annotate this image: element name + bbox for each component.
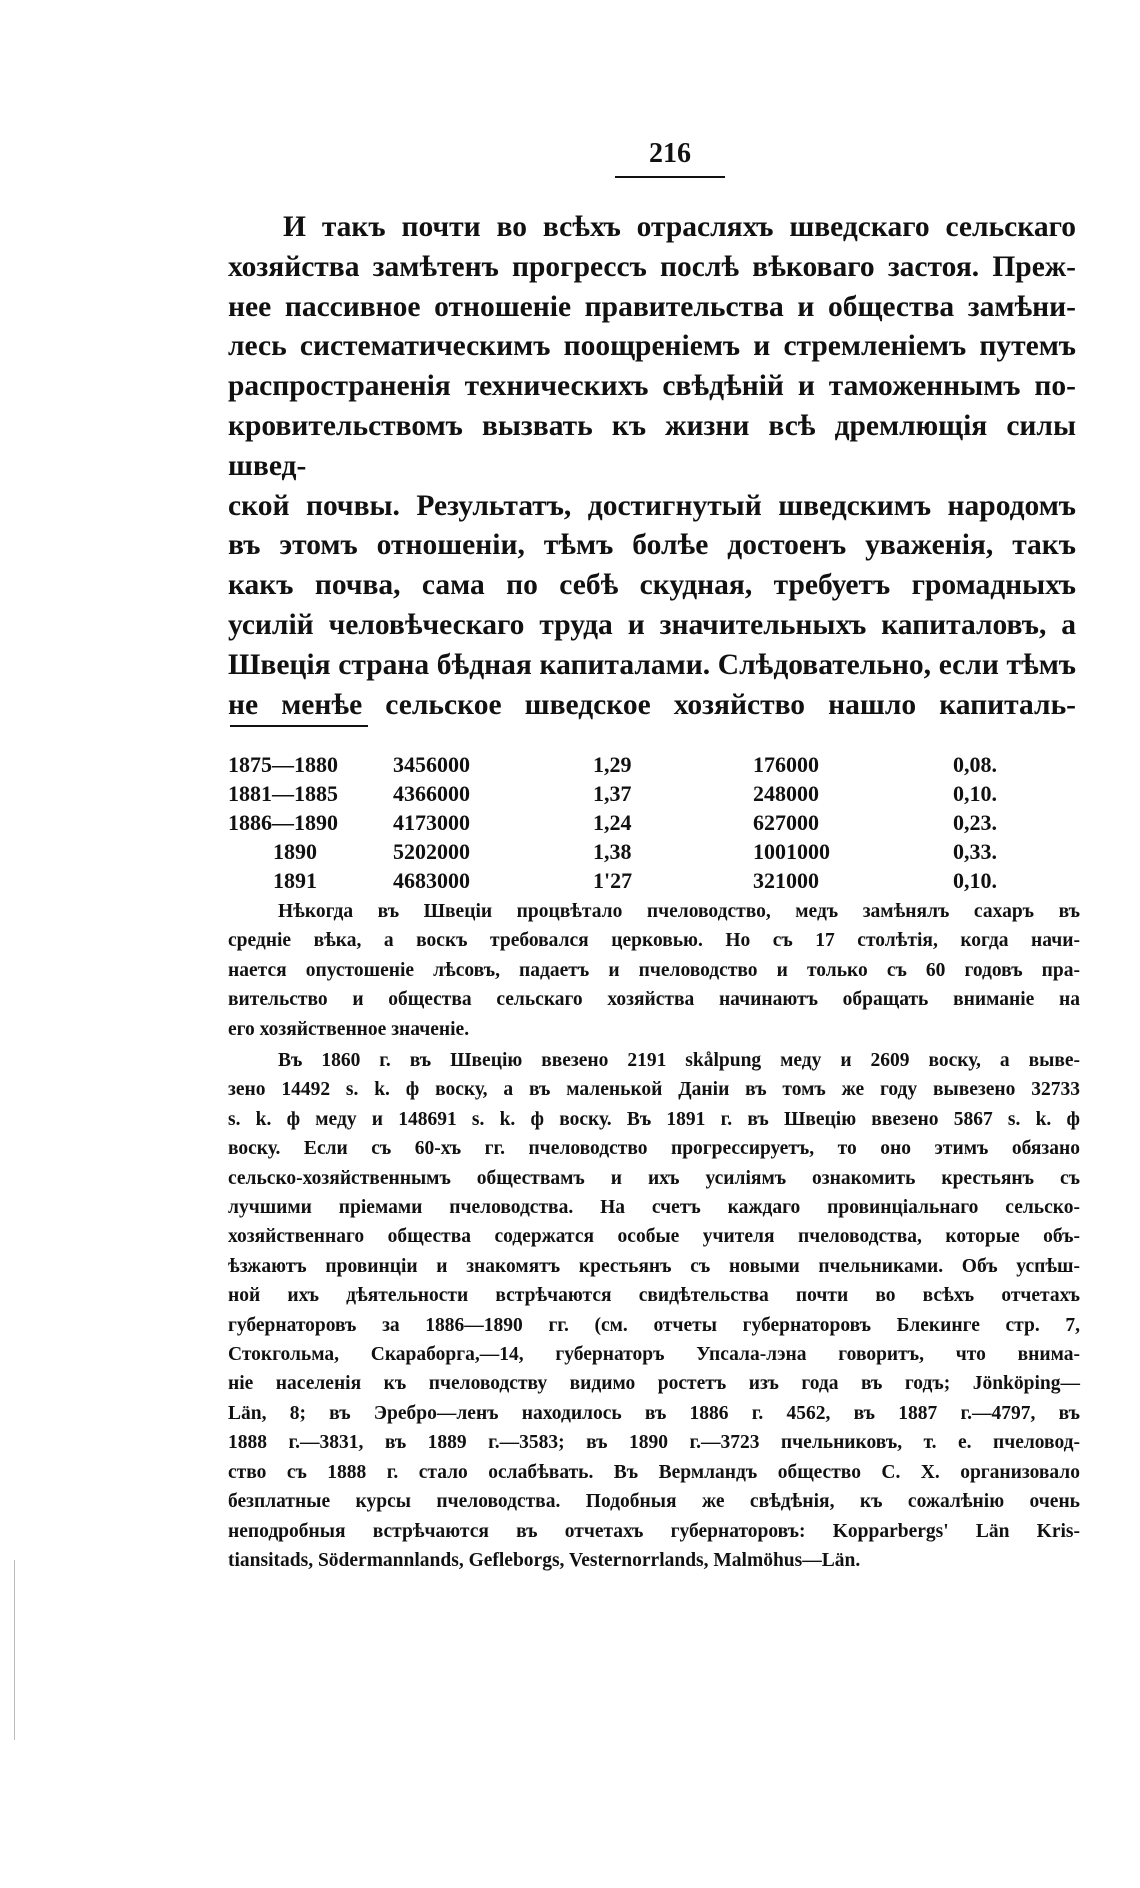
value-cell: 627000: [753, 809, 819, 835]
text-line: s. k. ф меду и 148691 s. k. ф воску. Въ 1891 г. въ Швецію ввезено 5867 s. k. ф: [228, 1108, 1080, 1130]
value-cell: 1,37: [593, 780, 632, 806]
period-cell: 1875—1880: [228, 751, 338, 777]
table-row: [228, 779, 1043, 808]
table-row: [228, 750, 1043, 779]
text-line: въ этомъ отношеніи, тѣмъ болѣе достоенъ уваженія, такъ: [228, 529, 1076, 562]
text-line: 1888 г.—3831, въ 1889 г.—3583; въ 1890 г.—3723 пчельниковъ, т. е. пчеловод-: [228, 1432, 1080, 1454]
value-cell: 4366000: [393, 780, 470, 806]
value-cell: 4173000: [393, 809, 470, 835]
text-line: не менѣе сельское шведское хозяйство нашло капиталь-: [228, 688, 1076, 721]
table-row: [228, 837, 1043, 866]
value-cell: 1,38: [593, 838, 632, 864]
text-line: усилій человѣческаго труда и значительныхъ капиталовъ, а: [228, 608, 1076, 641]
text-line: Швеція страна бѣдная капиталами. Слѣдовательно, если тѣмъ: [228, 648, 1076, 681]
text-line: его хозяйственное значеніе.: [228, 1018, 470, 1040]
text-line: ской почвы. Результатъ, достигнутый шведскимъ народомъ: [228, 489, 1076, 522]
beekeeping-stats-table: [228, 750, 1043, 895]
value-cell: 4683000: [393, 867, 470, 893]
text-line: нее пассивное отношеніе правительства и общества замѣни-: [228, 290, 1076, 323]
value-cell: 1001000: [753, 838, 830, 864]
text-line: хозяйства замѣтенъ прогрессъ послѣ вѣковаго застоя. Преж-: [228, 250, 1076, 283]
period-cell: 1886—1890: [228, 809, 338, 835]
value-cell: 0,23.: [953, 809, 997, 835]
text-line: неподробныя встрѣчаются въ отчетахъ губернаторовъ: Kopparbergs' Län Kris-: [228, 1520, 1080, 1542]
footnote-rule: [230, 725, 368, 727]
text-line: воску. Если съ 60-хъ гг. пчеловодство прогрессируетъ, то оно этимъ обязано: [228, 1138, 1080, 1160]
footnote-paragraph-trade: [228, 1046, 1080, 1575]
value-cell: 321000: [753, 867, 819, 893]
scan-margin-line: [14, 1560, 15, 1740]
text-line: ство съ 1888 г. стало ослабѣвать. Въ Вермландъ общество С. Х. организовало: [228, 1461, 1080, 1483]
value-cell: 5202000: [393, 838, 470, 864]
text-line: tiansitads, Södermannlands, Gefleborgs, Vesternorrlands, Malmöhus—Län.: [228, 1549, 861, 1571]
text-line: вительство и общества сельскаго хозяйства начинаютъ обращать вниманіе на: [228, 989, 1080, 1011]
footnote-paragraph-history: [228, 897, 1080, 1044]
value-cell: 1,24: [593, 809, 632, 835]
text-line: ніе населенія къ пчеловодству видимо ростетъ изъ года въ годъ; Jönköping—: [228, 1373, 1080, 1395]
value-cell: 1'27: [593, 867, 633, 893]
text-line: безплатные курсы пчеловодства. Подобныя же свѣдѣнія, къ сожалѣнію очень: [228, 1491, 1080, 1513]
text-line: Нѣкогда въ Швеціи процвѣтало пчеловодство, медъ замѣнялъ сахаръ въ: [278, 901, 1080, 922]
text-line: зено 14492 s. k. ф воску, а въ маленькой Даніи въ томъ же году вывезено 32733: [228, 1079, 1080, 1101]
text-line: нается опустошеніе лѣсовъ, падаетъ и пчеловодство и только съ 60 годовъ пра-: [228, 959, 1080, 981]
value-cell: 0,10.: [953, 780, 997, 806]
text-line: Län, 8; въ Эребро—ленъ находилось въ 1886 г. 4562, въ 1887 г.—4797, въ: [228, 1402, 1080, 1424]
period-cell: 1890: [273, 838, 317, 864]
text-line: хозяйственнаго общества содержатся особые учителя пчеловодства, которые объ-: [228, 1226, 1080, 1248]
text-line: Стокгольма, Скараборга,—14, губернаторъ Упсала-лэна говоритъ, что внима-: [228, 1344, 1080, 1366]
text-line: сельско-хозяйственнымъ обществамъ и ихъ усиліямъ ознакомить крестьянъ съ: [228, 1167, 1080, 1189]
text-line: лесь систематическимъ поощреніемъ и стремленіемъ путемъ: [228, 330, 1076, 363]
period-cell: 1881—1885: [228, 780, 338, 806]
text-line: распространенія техническихъ свѣдѣній и таможеннымъ по-: [228, 370, 1076, 403]
value-cell: 0,10.: [953, 867, 997, 893]
text-line: ѣзжаютъ провинціи и знакомятъ крестьянъ съ новыми пчельниками. Объ успѣш-: [228, 1255, 1080, 1277]
text-line: ной ихъ дѣятельности встрѣчаются свидѣтельства почти во всѣхъ отчетахъ: [228, 1285, 1080, 1307]
value-cell: 248000: [753, 780, 819, 806]
text-line: лучшими пріемами пчеловодства. На счетъ каждаго провинціальнаго сельско-: [228, 1197, 1080, 1219]
value-cell: 0,08.: [953, 751, 997, 777]
value-cell: 176000: [753, 751, 819, 777]
page-number: 216: [649, 138, 691, 169]
main-paragraph: [228, 208, 1076, 725]
text-line: средніе вѣка, а воскъ требовался церковью. Но съ 17 столѣтія, когда начи-: [228, 930, 1080, 952]
text-line: губернаторовъ за 1886—1890 гг. (см. отчеты губернаторовъ Блекинге стр. 7,: [228, 1314, 1080, 1336]
text-line: какъ почва, сама по себѣ скудная, требуетъ громадныхъ: [228, 569, 1076, 602]
value-cell: 3456000: [393, 751, 470, 777]
text-line: кровительствомъ вызвать къ жизни всѣ дремлющія силы швед-: [228, 409, 1076, 482]
value-cell: 1,29: [593, 751, 632, 777]
table-row: [228, 808, 1043, 837]
value-cell: 0,33.: [953, 838, 997, 864]
table-row: [228, 866, 1043, 895]
period-cell: 1891: [273, 867, 317, 893]
text-line: И такъ почти во всѣхъ отрасляхъ шведскаго сельскаго: [283, 211, 1076, 243]
page-number-rule: [615, 176, 725, 178]
text-line: Въ 1860 г. въ Швецію ввезено 2191 skålpung меду и 2609 воску, а выве-: [278, 1050, 1080, 1071]
